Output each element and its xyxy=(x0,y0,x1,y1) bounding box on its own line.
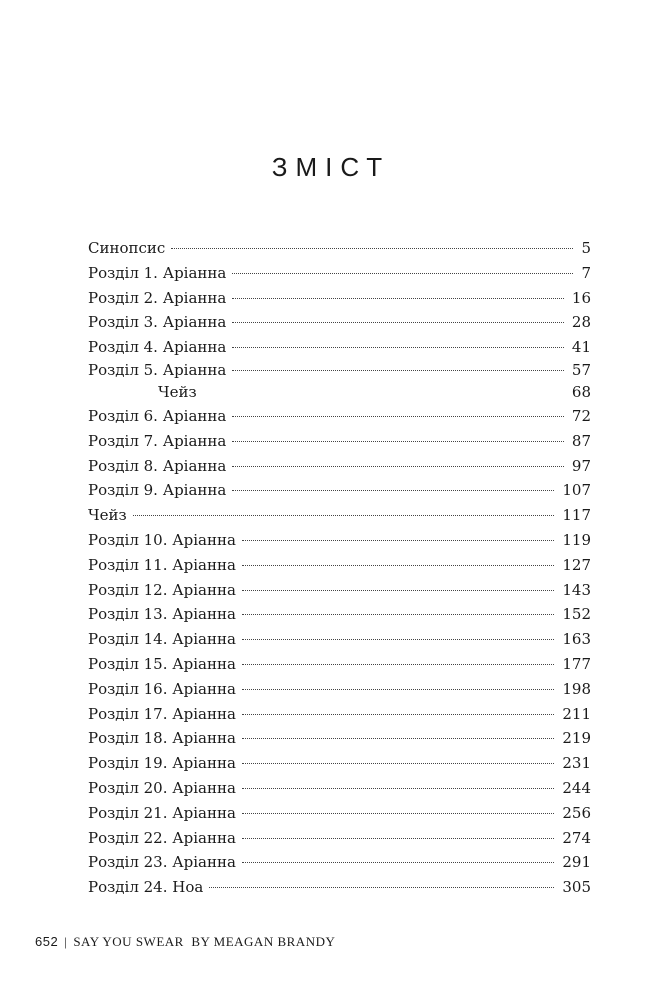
dot-leader xyxy=(242,712,554,715)
dot-leader xyxy=(232,414,564,417)
dot-leader xyxy=(232,368,564,371)
toc-entry-label: Розділ 1. Аріанна xyxy=(88,263,227,282)
toc-entry xyxy=(88,236,591,261)
toc-entry-label: Розділ 21. Аріанна xyxy=(88,803,236,822)
dot-leader xyxy=(232,488,554,491)
toc-entry-label: Розділ 18. Аріанна xyxy=(88,729,236,748)
toc-entry-page: 5 xyxy=(581,239,591,257)
dot-leader xyxy=(232,439,564,442)
toc-entry-page: 57 xyxy=(571,360,591,379)
toc-entry xyxy=(88,310,591,335)
toc-entry-page: 305 xyxy=(562,878,591,897)
toc-entry-label: Розділ 6. Аріанна xyxy=(88,406,227,425)
toc-entry-label: Розділ 24. Ноа xyxy=(88,878,204,897)
toc-entry-label: Розділ 22. Аріанна xyxy=(88,828,236,847)
dot-leader xyxy=(133,513,555,516)
dot-leader xyxy=(232,464,564,467)
toc-entry-label: Розділ 20. Аріанна xyxy=(88,778,236,797)
toc-entry-label: Чейз xyxy=(88,506,127,525)
toc-entry-page: 119 xyxy=(562,530,591,549)
toc-entry-page: 274 xyxy=(562,828,591,847)
dot-leader xyxy=(242,538,554,541)
dot-leader xyxy=(232,345,564,348)
toc-entry-page: 198 xyxy=(562,679,591,698)
dot-leader xyxy=(242,637,554,640)
toc-entry-page: 28 xyxy=(571,313,591,332)
toc-entry-label: Розділ 17. Аріанна xyxy=(88,704,236,723)
dot-leader xyxy=(242,612,554,615)
table-of-contents xyxy=(88,236,591,900)
dot-leader xyxy=(203,391,564,393)
dot-leader xyxy=(242,588,554,591)
toc-entry-page: 143 xyxy=(562,580,591,599)
toc-entry-page: 219 xyxy=(562,729,591,748)
toc-entry-page: 152 xyxy=(562,605,591,624)
toc-entry xyxy=(88,429,591,454)
toc-entry xyxy=(88,702,591,727)
dot-leader xyxy=(171,246,573,249)
toc-entry xyxy=(88,454,591,479)
toc-entry-label: Розділ 7. Аріанна xyxy=(88,431,227,450)
toc-entry xyxy=(88,335,591,360)
page-title: ЗМІСТ xyxy=(271,152,391,182)
toc-entry xyxy=(88,553,591,578)
toc-entry-page: 177 xyxy=(562,654,591,673)
toc-entry-label: Розділ 15. Аріанна xyxy=(88,654,236,673)
dot-leader xyxy=(242,860,554,863)
toc-entry-label: Розділ 23. Аріанна xyxy=(88,853,236,872)
dot-leader xyxy=(232,296,564,299)
toc-entry-page: 7 xyxy=(581,263,591,282)
toc-entry xyxy=(88,380,591,404)
dot-leader xyxy=(242,662,554,665)
toc-entry xyxy=(88,528,591,553)
toc-entry-page: 163 xyxy=(562,630,591,649)
toc-entry xyxy=(88,627,591,652)
toc-entry xyxy=(88,261,591,286)
toc-entry-page: 68 xyxy=(571,382,591,401)
toc-entry xyxy=(88,286,591,311)
toc-entry-label: Розділ 19. Аріанна xyxy=(88,754,236,773)
dot-leader xyxy=(209,885,554,888)
dot-leader xyxy=(232,271,573,274)
toc-entry xyxy=(88,360,591,380)
toc-entry-page: 244 xyxy=(562,778,591,797)
footer-separator: | xyxy=(64,934,68,949)
toc-entry-label: Розділ 12. Аріанна xyxy=(88,580,236,599)
dot-leader xyxy=(242,836,554,839)
toc-entry xyxy=(88,875,591,900)
toc-entry-page: 41 xyxy=(571,338,591,357)
toc-entry-label: Розділ 16. Аріанна xyxy=(88,679,236,698)
toc-entry-page: 211 xyxy=(562,704,591,723)
footer-author: BY MEAGAN BRANDY xyxy=(191,934,336,949)
toc-entry-page: 97 xyxy=(571,456,591,475)
toc-entry-page: 117 xyxy=(562,506,591,525)
toc-entry xyxy=(88,478,591,503)
toc-entry-label: Розділ 5. Аріанна xyxy=(88,360,227,379)
toc-entry-label: Розділ 4. Аріанна xyxy=(88,338,227,357)
toc-entry xyxy=(88,578,591,603)
dot-leader xyxy=(242,761,554,764)
toc-entry-page: 231 xyxy=(562,754,591,773)
toc-entry-label: Синопсис xyxy=(88,239,166,257)
toc-entry xyxy=(88,801,591,826)
toc-entry xyxy=(88,751,591,776)
toc-entry-page: 16 xyxy=(571,288,591,307)
toc-entry xyxy=(88,652,591,677)
toc-entry-page: 107 xyxy=(562,481,591,500)
toc-entry xyxy=(88,677,591,702)
toc-entry xyxy=(88,726,591,751)
toc-entry-label: Розділ 10. Аріанна xyxy=(88,530,236,549)
toc-entry-page: 291 xyxy=(562,853,591,872)
page-footer xyxy=(35,934,335,950)
toc-entry-label: Розділ 14. Аріанна xyxy=(88,630,236,649)
toc-entry-label: Розділ 9. Аріанна xyxy=(88,481,227,500)
dot-leader xyxy=(242,687,554,690)
toc-entry xyxy=(88,776,591,801)
dot-leader xyxy=(242,811,554,814)
toc-entry xyxy=(88,850,591,875)
dot-leader xyxy=(242,736,554,739)
toc-entry-label: Чейз xyxy=(158,382,197,401)
dot-leader xyxy=(242,563,554,566)
toc-entry xyxy=(88,503,591,528)
toc-entry xyxy=(88,404,591,429)
toc-entry-page: 87 xyxy=(571,431,591,450)
toc-entry-label: Розділ 11. Аріанна xyxy=(88,555,236,574)
toc-entry-page: 72 xyxy=(571,406,591,425)
toc-entry-label: Розділ 2. Аріанна xyxy=(88,288,227,307)
toc-entry xyxy=(88,602,591,627)
toc-entry-page: 256 xyxy=(562,803,591,822)
footer-page-number: 652 xyxy=(35,934,59,949)
footer-book-title: SAY YOU SWEAR xyxy=(73,934,184,949)
toc-entry-label: Розділ 3. Аріанна xyxy=(88,313,227,332)
toc-entry-label: Розділ 8. Аріанна xyxy=(88,456,227,475)
dot-leader xyxy=(242,786,554,789)
toc-entry-label: Розділ 13. Аріанна xyxy=(88,605,236,624)
dot-leader xyxy=(232,320,564,323)
toc-entry xyxy=(88,826,591,851)
toc-entry-page: 127 xyxy=(562,555,591,574)
